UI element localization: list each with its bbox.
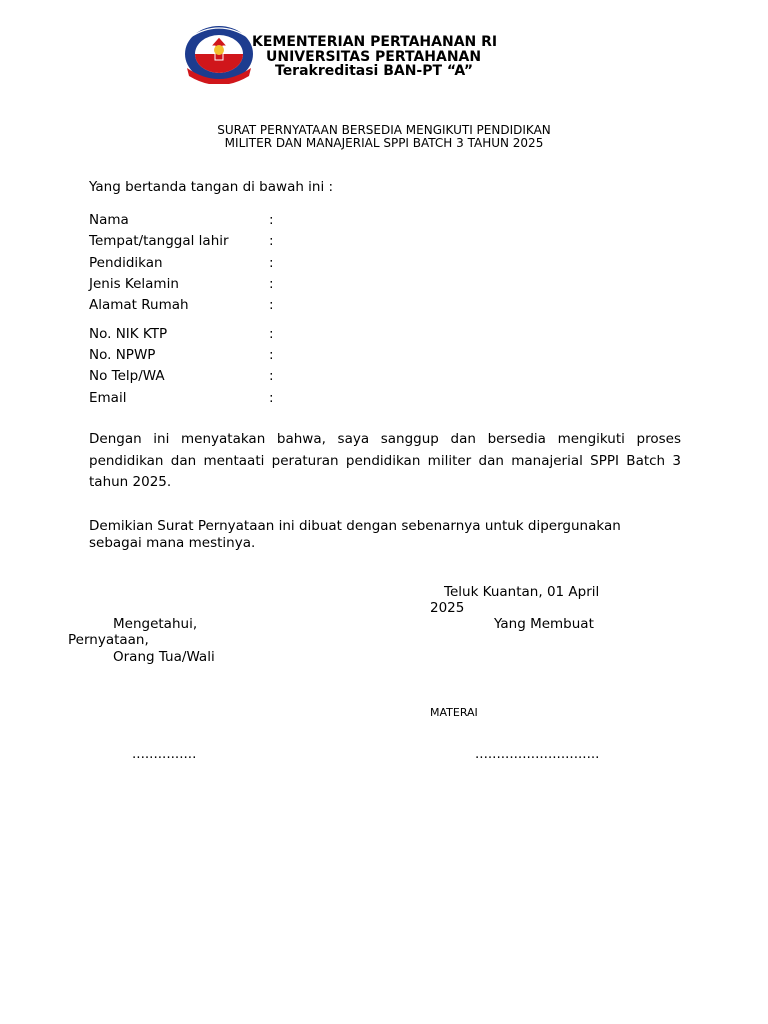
field-colon: : xyxy=(269,326,274,342)
field-label-nik-ktp: No. NIK KTP xyxy=(89,326,168,342)
header-accreditation: Terakreditasi BAN-PT “A” xyxy=(275,63,474,79)
field-colon: : xyxy=(269,212,274,228)
signature-right-dots: ............................. xyxy=(475,746,600,762)
field-label-jenis-kelamin: Jenis Kelamin xyxy=(89,276,179,292)
field-label-telp-wa: No Telp/WA xyxy=(89,368,165,384)
field-colon: : xyxy=(269,297,274,313)
statement-paragraph: Dengan ini menyatakan bahwa, saya sanggup dan bersedia mengikuti proses pendidikan dan mentaati peraturan pendidikan militer dan manajerial SPPI Batch 3 tahun 2025. xyxy=(89,431,681,490)
header-ministry: KEMENTERIAN PERTAHANAN RI xyxy=(252,34,498,50)
field-colon: : xyxy=(269,347,274,363)
field-label-npwp: No. NPWP xyxy=(89,347,156,363)
field-colon: : xyxy=(269,233,274,249)
place-date-line2: 2025 xyxy=(430,600,465,616)
header-university: UNIVERSITAS PERTAHANAN xyxy=(266,49,482,65)
field-colon: : xyxy=(269,390,274,406)
document-title-line2: MILITER DAN MANAJERIAL SPPI BATCH 3 TAHUN 2025 xyxy=(224,136,544,150)
field-label-tempat-tanggal-lahir: Tempat/tanggal lahir xyxy=(89,233,229,249)
signature-left-orang-tua-wali: Orang Tua/Wali xyxy=(113,649,215,665)
closing-line2: sebagai mana mestinya. xyxy=(89,535,256,551)
field-label-pendidikan: Pendidikan xyxy=(89,255,163,271)
field-label-alamat-rumah: Alamat Rumah xyxy=(89,297,189,313)
closing-line1: Demikian Surat Pernyataan ini dibuat dengan sebenarnya untuk dipergunakan xyxy=(89,518,621,534)
signature-left-dots: ............... xyxy=(132,746,197,762)
materai-stamp-label: MATERAI xyxy=(430,706,478,719)
field-label-nama: Nama xyxy=(89,212,129,228)
signature-left-mengetahui: Mengetahui, xyxy=(113,616,198,632)
field-colon: : xyxy=(269,276,274,292)
field-label-email: Email xyxy=(89,390,127,406)
intro-text: Yang bertanda tangan di bawah ini : xyxy=(89,179,334,195)
signature-left-pernyataan: Pernyataan, xyxy=(68,632,149,648)
place-date-line1: Teluk Kuantan, 01 April xyxy=(444,584,600,600)
document-title-line1: SURAT PERNYATAAN BERSEDIA MENGIKUTI PENDIDIKAN xyxy=(217,123,551,137)
field-colon: : xyxy=(269,255,274,271)
field-colon: : xyxy=(269,368,274,384)
signature-right-yang-membuat: Yang Membuat xyxy=(494,616,594,632)
university-logo xyxy=(183,24,255,84)
